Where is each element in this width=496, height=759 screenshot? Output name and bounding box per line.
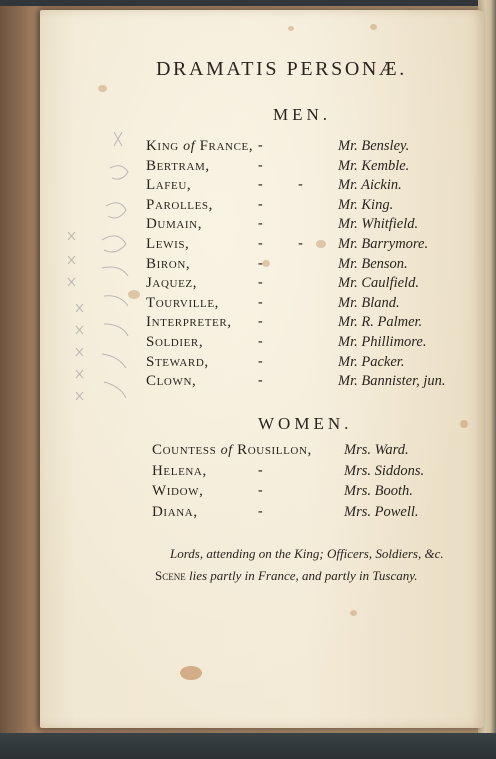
cast-row (40, 314, 484, 334)
character-name-text: Clown, (146, 373, 197, 390)
dash-separator: - (258, 373, 263, 389)
cast-row (40, 463, 484, 483)
cast-row (40, 295, 484, 315)
scene-note (155, 568, 418, 584)
cast-row (40, 483, 484, 503)
actor-name: Mr. Whitfield. (338, 216, 419, 233)
character-name-text: Lafeu, (146, 177, 192, 194)
dash-separator: - (258, 503, 263, 519)
actor-name: Mrs. Siddons. (344, 462, 425, 479)
cover-bottom-edge (0, 733, 496, 759)
character-name-text: Steward, (146, 353, 209, 370)
character-name-text: Soldier, (146, 334, 204, 350)
actor-name: Mrs. Ward. (344, 442, 409, 458)
actor-name: Mr. Packer. (338, 353, 405, 370)
scene-note-label: Scene (155, 568, 186, 583)
cast-row (40, 354, 484, 374)
actor-name: Mr. Bensley. (338, 138, 410, 154)
character-name (146, 314, 232, 331)
foxing-stain (460, 420, 468, 428)
character-name (146, 354, 209, 371)
foxing-stain (180, 666, 202, 680)
actor-name: Mr. Caulfield. (338, 275, 419, 292)
actor-name: Mr. Aickin. (338, 177, 402, 194)
dash-separator: - (258, 294, 263, 310)
character-name (146, 197, 213, 214)
character-name-text: Lewis, (146, 236, 190, 252)
actor-name: Mr. Benson. (338, 255, 408, 272)
dash-separator: - (258, 483, 263, 498)
dash-separator: - - (258, 177, 303, 193)
character-name-of: of (220, 443, 233, 458)
dash-separator: - (258, 216, 263, 232)
actor-name: Mr. Bland. (338, 294, 400, 311)
dash-separator: - (258, 462, 263, 478)
character-name (146, 158, 210, 175)
actor-name: Mr. R. Palmer. (338, 314, 423, 331)
character-name (152, 483, 203, 500)
cast-row (40, 373, 484, 393)
cast-row (40, 177, 484, 197)
dash-separator: - (258, 196, 263, 212)
character-name (146, 216, 202, 233)
cast-row (40, 158, 484, 178)
character-name-text: Diana, (152, 503, 198, 520)
foxing-stain (98, 85, 107, 92)
women-heading: WOMEN. (258, 414, 353, 433)
attendants-note-text: Lords, attending on the King; Officers, Soldiers, &c. (170, 546, 444, 561)
character-name (152, 463, 207, 480)
character-name-text: Bertram, (146, 157, 210, 174)
foxing-stain (350, 610, 357, 616)
character-name-text: Dumain, (146, 216, 203, 233)
character-name-text: Helena, (152, 462, 207, 479)
dash-separator: - (258, 314, 263, 330)
character-name-text: King (146, 138, 179, 154)
character-name-text: Biron, (146, 255, 191, 272)
cast-row (40, 334, 484, 354)
character-name-text: Interpreter, (146, 314, 232, 331)
actor-name: Mr. Kemble. (338, 157, 410, 174)
foxing-stain (370, 24, 377, 30)
actor-name: Mr. Barrymore. (338, 236, 429, 252)
cast-row (40, 275, 484, 295)
character-name-tail: Rousillon, (237, 442, 312, 458)
actor-name: Mr. Phillimore. (338, 334, 427, 350)
character-name (146, 236, 189, 253)
dash-separator: - (258, 334, 263, 349)
cast-row (40, 197, 484, 217)
foxing-stain (288, 26, 294, 31)
dash-separator: - (258, 275, 263, 291)
cast-row (40, 442, 484, 462)
cast-row (40, 504, 484, 524)
character-name (146, 373, 196, 390)
character-name-of: of (183, 139, 196, 154)
actor-name: Mr. Bannister, jun. (338, 373, 446, 390)
actor-name: Mrs. Booth. (344, 483, 413, 499)
book-page (40, 10, 484, 728)
character-name-text: Tourville, (146, 294, 220, 311)
character-name (146, 295, 219, 312)
character-name-text: Countess (152, 442, 217, 458)
cast-row (40, 138, 484, 158)
character-name (146, 138, 253, 155)
actor-name: Mr. King. (338, 196, 394, 213)
scene-note-text: lies partly in France, and partly in Tuscany. (188, 568, 418, 583)
character-name (146, 256, 190, 273)
dash-separator: - (258, 138, 263, 153)
page-title: DRAMATIS PERSONÆ. (156, 58, 407, 80)
cast-row (40, 256, 484, 276)
character-name-text: Jaquez, (146, 275, 198, 292)
cast-row (40, 216, 484, 236)
character-name (146, 177, 191, 194)
men-heading: MEN. (273, 105, 332, 124)
dash-separator: - - (258, 236, 303, 251)
dash-separator: - (258, 255, 263, 271)
actor-name: Mrs. Powell. (344, 503, 419, 520)
character-name-tail: France, (199, 138, 254, 154)
character-name (146, 334, 203, 351)
character-name-text: Parolles, (146, 196, 213, 213)
cast-row (40, 236, 484, 256)
character-name (152, 442, 312, 459)
attendants-note (170, 546, 444, 562)
character-name (146, 275, 197, 292)
character-name (152, 504, 198, 521)
dash-separator: - (258, 353, 263, 369)
character-name-text: Widow, (152, 483, 204, 499)
dash-separator: - (258, 157, 263, 173)
